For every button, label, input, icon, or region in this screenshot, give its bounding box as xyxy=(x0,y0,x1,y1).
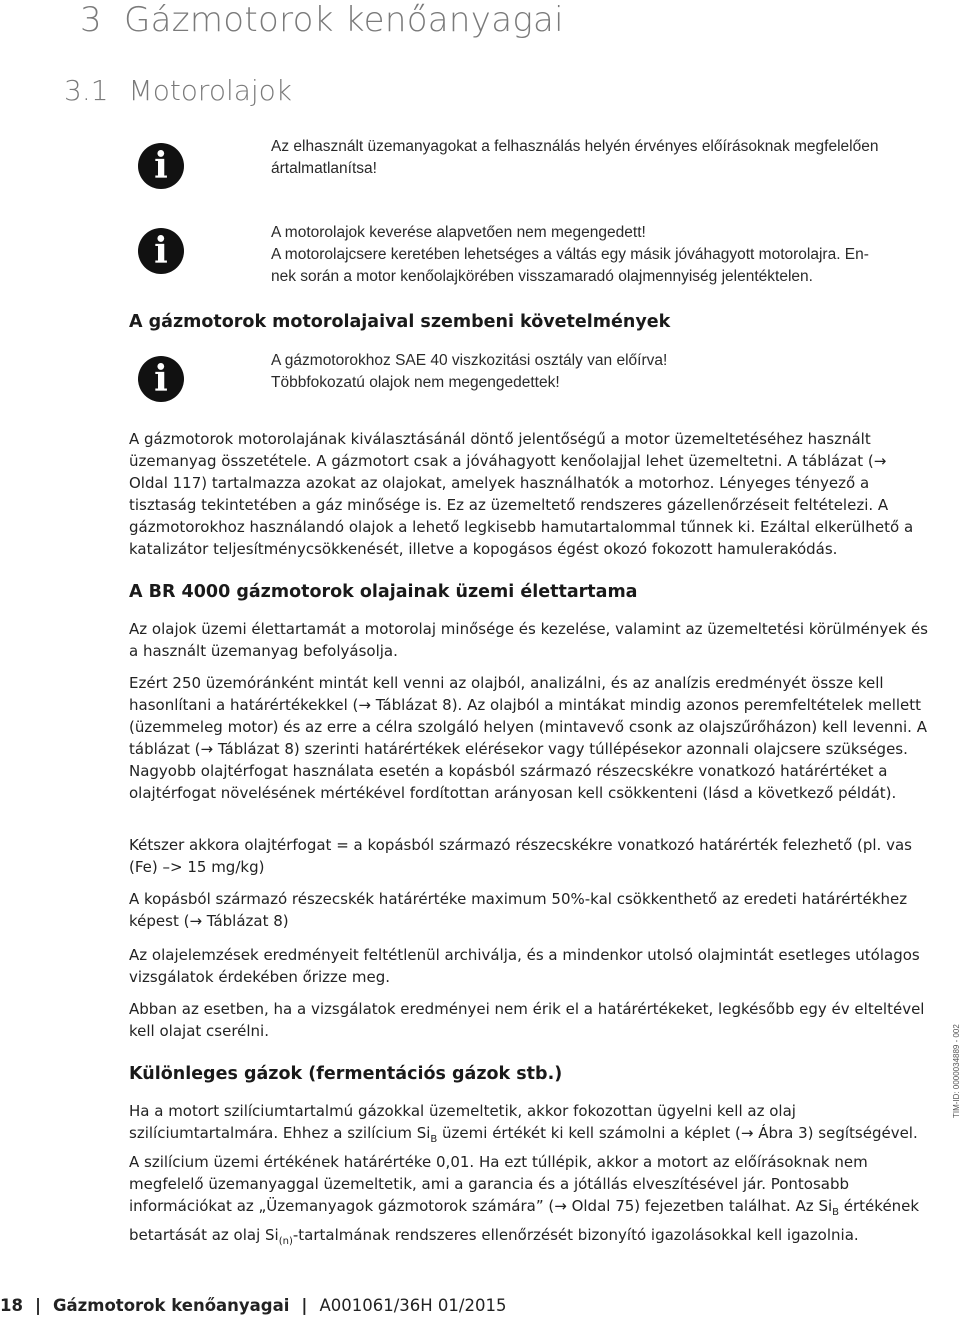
footer-separator: | xyxy=(34,1296,41,1315)
footer-title: Gázmotorok kenőanyagai xyxy=(53,1296,290,1315)
body-paragraph: Ezért 250 üzemóránként mintát kell venni az olajból, analizálni, és az analízis eredményét össze kell hasonlítani a határértékekkel (→ Táblázat 8). Az olajból a mintákat mindig azonos peremfeltételek mellett (üzemmeleg motor) és az erre a célra szolgáló helyen (mintavevő csonk az olajszűrőházon) kell levenni. A táblázat (→ Táblázat 8) szerinti határértékek elérésekor vagy túllépésekor azonnali olajcsere szükséges. Nagyobb olajtérfogat használata esetén a kopásból származó részecskékre vonatkozó határértéket a olajtérfogat növelésének mértékével fordítottan arányosan kell csökkenteni (lásd a következő példát). xyxy=(129,674,927,802)
tim-id-label: TIM-ID: 0000034889 - 002 xyxy=(952,1024,961,1118)
note-line: A gázmotorokhoz SAE 40 viszkozitási osztály van előírva! xyxy=(271,352,668,369)
info-note xyxy=(271,136,931,180)
chapter-heading xyxy=(80,0,564,40)
chapter-title: Gázmotorok kenőanyagai xyxy=(123,0,564,40)
subsection-title: A BR 4000 gázmotorok olajainak üzemi élettartama xyxy=(129,582,638,602)
section-title: Motorolajok xyxy=(128,74,293,107)
note-line: nek során a motor kenőolajkörében visszamaradó olajmennyiség jelentéktelen. xyxy=(271,268,813,285)
note-line: Többfokozatú olajok nem megengedettek! xyxy=(271,374,560,391)
footer-doc-id: A001061/36H 01/2015 xyxy=(319,1296,507,1315)
subsection-title: A gázmotorok motorolajaival szembeni követelmények xyxy=(129,312,671,332)
note-line: A motorolajcsere keretében lehetséges a váltás egy másik jóváhagyott motorolajra. En- xyxy=(271,246,869,263)
body-paragraph: Az olajok üzemi élettartamát a motorolaj minősége és kezelése, valamint az üzemeltetési körülmények és a használt üzemanyag befolyásolja. xyxy=(129,620,928,660)
note-line: Az elhasznált üzemanyagokat a felhasználás helyén érvényes előírásoknak megfelelően xyxy=(271,138,879,155)
page-footer xyxy=(0,1296,506,1315)
info-icon: i xyxy=(138,143,184,189)
body-paragraph: A kopásból származó részecskék határértéke maximum 50%-kal csökkenthető az eredeti határértékhez képest (→ Táblázat 8) xyxy=(129,890,908,930)
body-paragraph: Ha a motort szilíciumtartalmú gázokkal üzemeltetik, akkor fokozottan ügyelni kell az olaj szilíciumtartalmára. Ehhez a szilícium $Si_B$ üzemi értékét ki kell számolni a képlet (→ Ábra 3) segítségével. A szilícium üzemi értékének határértéke 0,01. Ha ezt túllépik, akkor a motort az előírásoknak nem megfelelő üzemanyaggal üzemeltetik, ami a garancia és a jótállás elveszítésével jár. Pontosabb információkat az „Üzemanyagok gázmotorok számára” (→ Oldal 75) fejezetben találhat. Az $Si_B$ értékének betartását az olaj $Si_{(n)}$-tartalmának rendszeres ellenőrzését bizonyító igazolásokkal kell igazolnia. xyxy=(129,1102,920,1247)
body-paragraph: A gázmotorok motorolajának kiválasztásánál döntő jelentőségű a motor üzemeltetéséhez használt üzemanyag összetétele. A gázmotort csak a jóváhagyott kenőolajjal lehet üzemeltetni. A táblázat (→ Oldal 117) tartalmazza azokat az olajokat, amelyek használhatók a motorhoz. Lényeges tényező a tisztaság tekintetében a gáz minősége is. Ez az üzemeltető rendszeres gázellenőrzéseit feltételezi. A gázmotorokhoz használandó olajok a lehető legkisebb hamutartalommal tűnnek ki. Ezáltal elkerülhető a katalizátor teljesítménycsökkenését, illetve a kopogásos égést okozó fokozott hamulerakódás. xyxy=(129,430,914,558)
info-icon: i xyxy=(138,228,184,274)
section-number: 3.1 xyxy=(64,74,109,107)
info-note xyxy=(271,222,931,288)
section-heading xyxy=(64,74,292,107)
body-paragraph: Az olajelemzések eredményeit feltétlenül archiválja, és a mindenkor utolsó olajmintát esetleges utólagos vizsgálatok érdekében őrizze meg. xyxy=(129,946,920,986)
info-note xyxy=(271,350,931,394)
body-paragraph: Abban az esetben, ha a vizsgálatok eredményei nem érik el a határértékeket, legkésőbb egy év elteltével kell olajat cserélni. xyxy=(129,1000,925,1040)
footer-separator: | xyxy=(301,1296,308,1315)
body-paragraph: Kétszer akkora olajtérfogat = a kopásból származó részecskékre vonatkozó határérték felezhető (pl. vas (Fe) –> 15 mg/kg) xyxy=(129,836,912,876)
note-line: ártalmatlanítsa! xyxy=(271,160,377,177)
subsection-title: Különleges gázok (fermentációs gázok stb.) xyxy=(129,1064,563,1084)
chapter-number: 3 xyxy=(80,0,102,40)
note-line: A motorolajok keverése alapvetően nem megengedett! xyxy=(271,224,646,241)
info-icon: i xyxy=(138,356,184,402)
page-number: 18 xyxy=(0,1296,23,1315)
